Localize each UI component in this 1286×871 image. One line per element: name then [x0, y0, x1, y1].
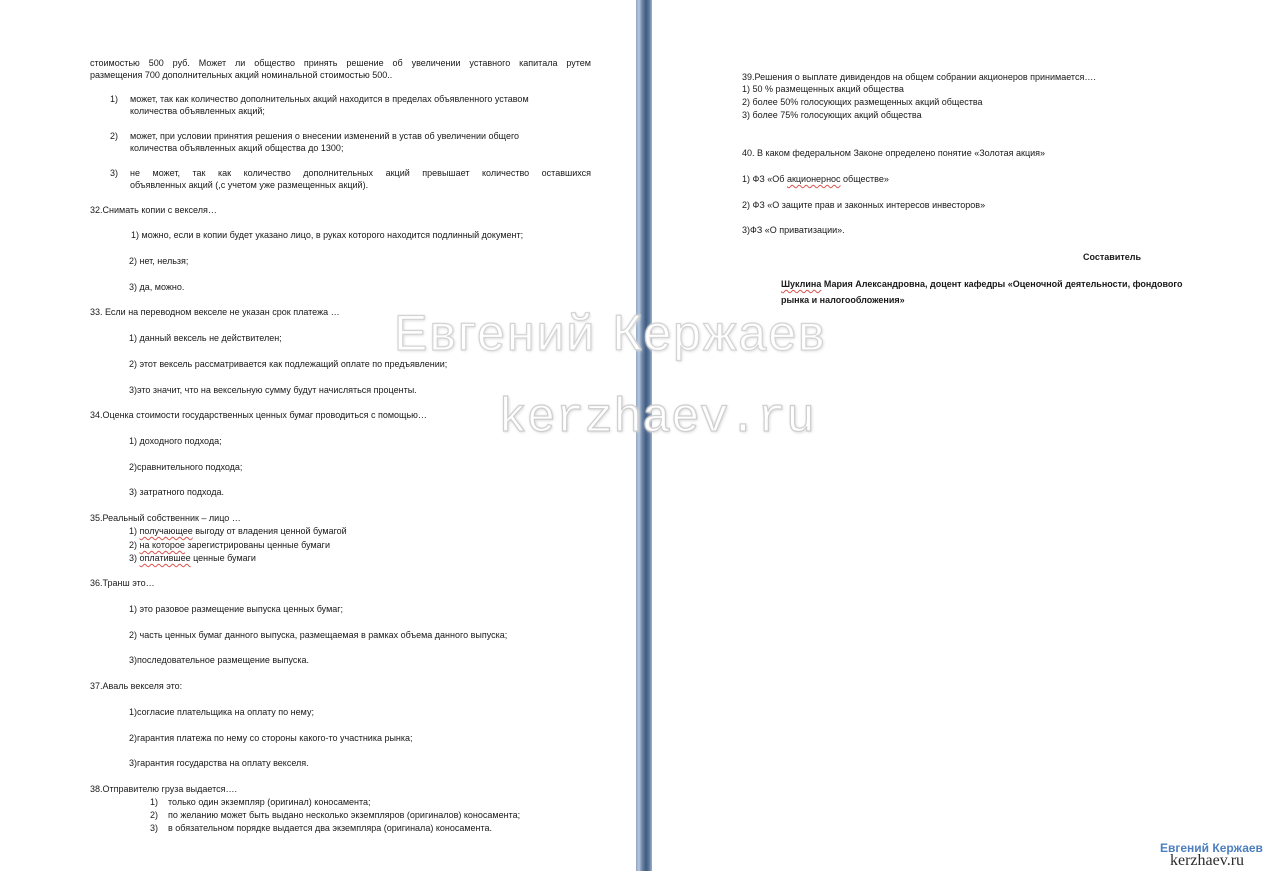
q40-option-1: 1) ФЗ «Об акционернос обществе»: [742, 174, 889, 184]
q36-option-3: 3)последовательное размещение выпуска.: [129, 655, 310, 665]
q38-option-2-text: по желанию может быть выдано несколько экземпляров (оригиналов) коносамента;: [168, 810, 521, 820]
q32-option-2: 2) нет, нельзя;: [129, 256, 189, 266]
q33-title: 33. Если на переводном векселе не указан срок платежа …: [90, 307, 340, 317]
q31-option-2-line-1: может, при условии принятия решения о внесении изменений в устав об увеличении общего: [130, 131, 520, 141]
q38-option-1-text: только один экземпляр (оригинал) коносамента;: [168, 797, 371, 807]
compiler-label: Составитель: [1083, 252, 1142, 262]
q37-option-3: 3)гарантия государства на оплату векселя.: [129, 758, 309, 768]
q34-title: 34.Оценка стоимости государственных ценных бумаг проводиться с помощью…: [90, 410, 427, 420]
q37-option-2: 2)гарантия платежа по нему со стороны какого-то участника рынка;: [129, 733, 413, 743]
q32-option-1: 1) можно, если в копии будет указано лицо, в руках которого находится подлинный документ;: [131, 230, 524, 240]
q33-option-2: 2) этот вексель рассматривается как подлежащий оплате по предъявлении;: [129, 359, 448, 369]
corner-logo-site: kerzhaev.ru: [1170, 852, 1245, 869]
q31-option-3-number: 3): [110, 168, 119, 178]
q37-option-1: 1)согласие плательщика на оплату по нему;: [129, 707, 314, 717]
q40-option-2: 2) ФЗ «О защите прав и законных интересов инвесторов»: [742, 200, 986, 210]
q34-option-1: 1) доходного подхода;: [129, 436, 222, 446]
q31-option-1-line-1: может, так как количество дополнительных акций находится в пределах объявленного уставом: [130, 94, 529, 104]
q34-option-2: 2)сравнительного подхода;: [129, 462, 243, 472]
q38-option-2-number: 2): [150, 810, 159, 820]
q39-option-1: 1) 50 % размещенных акций общества: [742, 84, 904, 94]
q33-option-3: 3)это значит, что на вексельную сумму будут начисляться проценты.: [129, 385, 417, 395]
q38-title: 38.Отправителю груза выдается….: [90, 784, 237, 794]
q35-title: 35.Реальный собственник – лицо …: [90, 513, 241, 523]
q36-title: 36.Транш это…: [90, 578, 155, 588]
q37-title: 37.Аваль векселя это:: [90, 681, 183, 691]
q31-option-2-number: 2): [110, 131, 119, 141]
intro-line-1: стоимостью 500 руб. Может ли общество принять решение об увеличении уставного капитала рутем: [90, 58, 591, 68]
q35-option-2: 2) на которое зарегистрированы ценные бумаги: [129, 540, 330, 550]
q31-option-3-line-2: объявленных акций (,с учетом уже размещенных акций).: [130, 180, 369, 190]
q40-title: 40. В каком федеральном Законе определено понятие «Золотая акция»: [742, 148, 1046, 158]
q31-option-1-number: 1): [110, 94, 119, 104]
intro-line-2: размещения 700 дополнительных акций номинальной стоимостью 500..: [90, 70, 393, 80]
q36-option-2: 2) часть ценных бумаг данного выпуска, размещаемая в рамках объема данного выпуска;: [129, 630, 508, 640]
compiler-line-2: рынка и налогообложения»: [781, 295, 905, 305]
q33-option-1: 1) данный вексель не действителен;: [129, 333, 282, 343]
q35-option-1: 1) получающее выгоду от владения ценной бумагой: [129, 526, 347, 536]
q31-option-3-line-1: не может, так как количество дополнительных акций превышает количество оставшихся: [130, 168, 591, 178]
q39-option-3: 3) более 75% голосующих акций общества: [742, 110, 922, 120]
q34-option-3: 3) затратного подхода.: [129, 487, 224, 497]
q31-option-1-line-2: количества объявленных акций;: [130, 106, 265, 116]
q36-option-1: 1) это разовое размещение выпуска ценных бумаг;: [129, 604, 344, 614]
q39-title: 39.Решения о выплате дивидендов на общем собрании акционеров принимается….: [742, 72, 1096, 82]
q32-option-3: 3) да, можно.: [129, 282, 185, 292]
q32-title: 32.Снимать копии с векселя…: [90, 205, 217, 215]
q31-option-2-line-2: количества объявленных акций общества до 1300;: [130, 143, 344, 153]
watermark-site: kerzhaev.ru: [498, 392, 815, 446]
q39-option-2: 2) более 50% голосующих размещенных акций общества: [742, 97, 983, 107]
q38-option-3-number: 3): [150, 823, 159, 833]
q38-option-3-text: в обязательном порядке выдается два экземпляра (оригинала) коносамента.: [168, 823, 493, 833]
compiler-line-1: Шуклина Мария Александровна, доцент кафедры «Оценочной деятельности, фондового: [781, 279, 1183, 289]
q40-option-3: 3)ФЗ «О приватизации».: [742, 225, 845, 235]
q35-option-3: 3) оплатившее ценные бумаги: [129, 553, 256, 563]
watermark-name: Евгений Кержаев: [394, 305, 827, 361]
corner-logo-name: Евгений Кержаев: [1160, 841, 1263, 855]
q38-option-1-number: 1): [150, 797, 159, 807]
